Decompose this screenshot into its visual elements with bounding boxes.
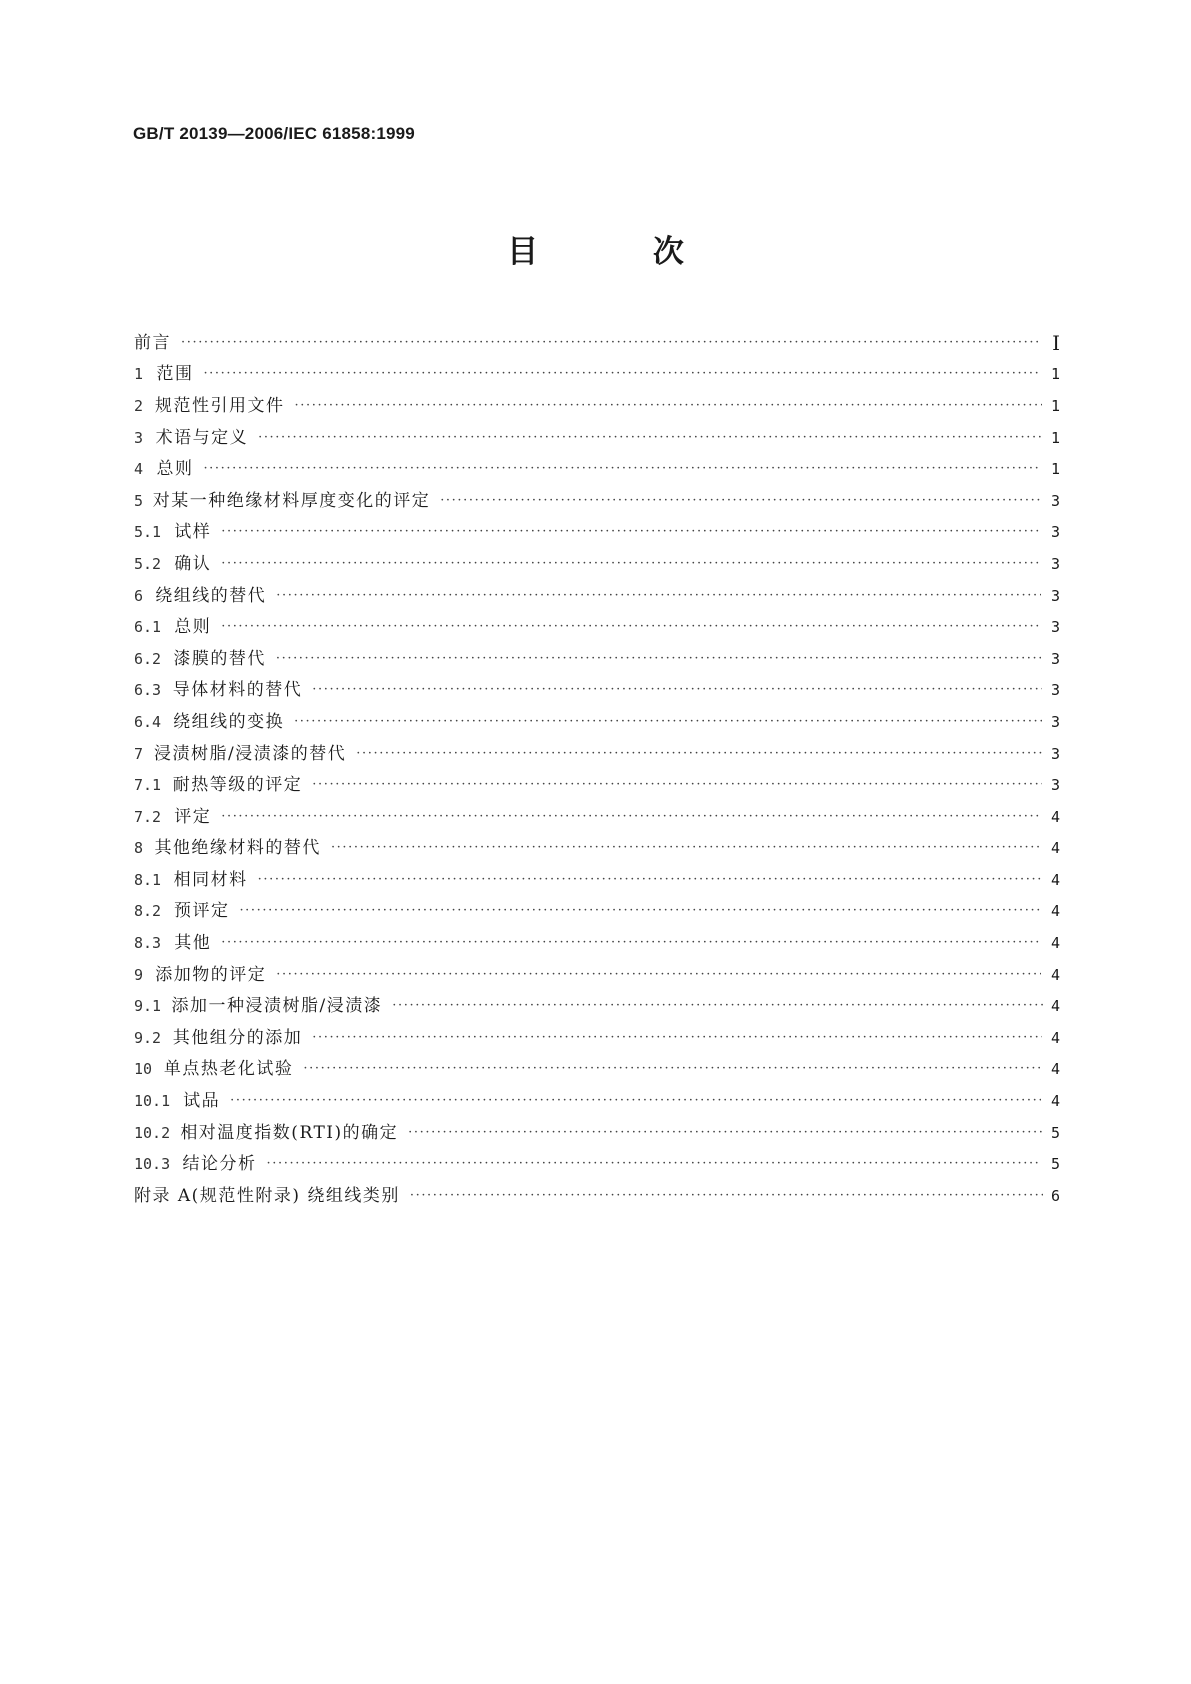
toc-entry-page: 3 (1050, 618, 1060, 637)
toc-leader-dots (276, 649, 1041, 669)
toc-entry-number: 10.1 (134, 1092, 171, 1111)
toc-entry-label: 试样 (174, 522, 212, 543)
toc-entry-number: 4 (134, 460, 144, 479)
toc-entry-number: 7 (134, 744, 144, 763)
toc-entry-number: 8.1 (134, 870, 162, 889)
toc-entry-label: 绕组线的变换 (173, 711, 285, 732)
toc-entry-7-2[interactable] (134, 801, 1060, 833)
toc-leader-dots (312, 775, 1041, 795)
toc-entry-label: 耐热等级的评定 (172, 775, 303, 796)
toc-entry-1[interactable] (134, 359, 1060, 391)
toc-entry-page: 4 (1050, 807, 1060, 826)
toc-entry-number: 6.3 (134, 681, 162, 700)
toc-entry-page: 3 (1050, 586, 1060, 605)
toc-entry-8-3[interactable] (134, 927, 1060, 959)
toc-entry-page: 5 (1050, 1155, 1060, 1174)
toc-entry-6[interactable] (134, 580, 1060, 612)
toc-entry-number: 5.2 (134, 554, 162, 573)
toc-entry-label: 添加物的评定 (155, 964, 267, 985)
toc-entry-10[interactable] (134, 1054, 1060, 1086)
toc-entry-2[interactable] (134, 390, 1060, 422)
toc-entry-page: 3 (1050, 649, 1061, 668)
toc-entry-10-1[interactable] (134, 1085, 1060, 1117)
toc-leader-dots (294, 712, 1041, 732)
toc-entry-3[interactable] (134, 422, 1060, 454)
standard-number: GB/T 20139—2006/IEC 61858:1999 (133, 124, 415, 143)
toc-entry-label: 术语与定义 (155, 427, 249, 448)
toc-entry-label: 其他组分的添加 (172, 1027, 303, 1048)
page-title: 目 次 (507, 234, 736, 270)
toc-entry-number: 10.3 (134, 1155, 171, 1174)
toc-entry-label: 相对温度指数(RTI)的确定 (180, 1122, 399, 1143)
toc-entry-number: 9.1 (134, 997, 162, 1016)
toc-entry-label: 单点热老化试验 (163, 1059, 294, 1080)
toc-entry-number: 10.2 (134, 1123, 171, 1142)
toc-entry-number: 5.1 (134, 523, 162, 542)
toc-entry-page: 3 (1050, 712, 1060, 731)
toc-entry-label: 试品 (183, 1091, 221, 1112)
toc-entry-5-2[interactable] (134, 548, 1060, 580)
toc-entry-8[interactable] (134, 833, 1060, 865)
toc-entry-number: 2 (134, 396, 144, 415)
toc-entry-label: 范围 (156, 364, 194, 385)
toc-entry-7-1[interactable] (134, 769, 1060, 801)
toc-entry-page: 3 (1050, 776, 1060, 795)
toc-entry-page: 1 (1050, 365, 1060, 384)
toc-entry-number: 7.2 (134, 807, 162, 826)
table-of-contents (134, 327, 1060, 1212)
toc-entry-page: 5 (1050, 1123, 1060, 1142)
toc-entry-page: 1 (1050, 428, 1060, 447)
toc-entry-number: 6.1 (134, 618, 162, 637)
toc-leader-dots (295, 396, 1042, 416)
toc-leader-dots (440, 491, 1043, 511)
toc-entry-label: 绕组线的替代 (155, 585, 267, 606)
toc-entry-label: 添加一种浸渍树脂/浸渍漆 (171, 996, 383, 1017)
toc-entry-label: 预评定 (173, 901, 230, 922)
toc-entry-page: I (1052, 330, 1060, 355)
toc-leader-dots (221, 807, 1040, 827)
toc-entry-page: 4 (1050, 1028, 1060, 1047)
toc-entry-8-2[interactable] (134, 896, 1060, 928)
toc-entry-label: 总则 (156, 459, 194, 480)
toc-entry-page: 4 (1050, 839, 1060, 858)
toc-entry-number: 8.3 (134, 934, 162, 953)
toc-entry-label: 其他 (174, 933, 212, 954)
toc-entry-page: 4 (1050, 1060, 1060, 1079)
toc-leader-dots (203, 364, 1040, 384)
toc-entry-page: 3 (1050, 554, 1060, 573)
toc-entry-6-3[interactable] (134, 675, 1060, 707)
toc-entry-9-1[interactable] (134, 990, 1060, 1022)
toc-entry-number: 6.2 (134, 649, 162, 668)
toc-leader-dots (230, 1091, 1041, 1111)
toc-leader-dots (221, 522, 1040, 542)
toc-entry-page: 3 (1050, 744, 1060, 763)
toc-entry-page: 4 (1050, 1092, 1060, 1111)
toc-leader-dots (408, 1123, 1043, 1143)
toc-entry-label: 规范性引用文件 (155, 395, 285, 416)
toc-entry-number: 9.2 (134, 1028, 162, 1047)
toc-entry-9-2[interactable] (134, 1022, 1060, 1054)
toc-entry-number: 7.1 (134, 776, 162, 795)
toc-entry-4[interactable] (134, 453, 1060, 485)
toc-entry-label: 相同材料 (173, 869, 248, 890)
toc-leader-dots (258, 428, 1041, 448)
toc-entry-6-2[interactable] (134, 643, 1060, 675)
toc-entry-6-4[interactable] (134, 706, 1060, 738)
toc-entry-number: 5 (134, 491, 144, 510)
toc-leader-dots (356, 744, 1042, 764)
toc-leader-dots (221, 617, 1040, 637)
toc-entry-5-1[interactable] (134, 517, 1060, 549)
toc-entry-number: 6.4 (134, 712, 162, 731)
toc-entry-label: 漆膜的替代 (173, 648, 266, 669)
toc-entry-label: 结论分析 (182, 1154, 257, 1175)
toc-entry-number: 3 (134, 428, 144, 447)
toc-entry-number: 9 (134, 965, 144, 984)
toc-entry-page: 4 (1050, 870, 1060, 889)
toc-entry-foreword[interactable] (134, 327, 1060, 359)
toc-entry-number: 10 (134, 1060, 153, 1079)
toc-entry-page: 4 (1050, 934, 1060, 953)
toc-entry-number: 8.2 (134, 902, 162, 921)
toc-leader-dots (392, 996, 1043, 1016)
toc-entry-label: 前言 (134, 332, 171, 353)
toc-entry-label: 对某一种绝缘材料厚度变化的评定 (152, 490, 431, 511)
toc-entry-number: 6 (134, 586, 144, 605)
toc-entry-page: 4 (1050, 965, 1060, 984)
toc-entry-label: 评定 (174, 806, 212, 827)
toc-leader-dots (181, 333, 1040, 353)
toc-entry-number: 8 (134, 839, 144, 858)
toc-entry-10-3[interactable] (134, 1148, 1060, 1180)
toc-entry-9[interactable] (134, 959, 1060, 991)
toc-entry-label: 确认 (174, 553, 212, 574)
toc-entry-8-1[interactable] (134, 864, 1060, 896)
toc-leader-dots (276, 965, 1041, 985)
toc-entry-label: 浸渍树脂/浸渍漆的替代 (154, 743, 347, 764)
toc-leader-dots (221, 554, 1040, 574)
toc-leader-dots (410, 1186, 1043, 1206)
toc-entry-page: 4 (1050, 902, 1061, 921)
toc-entry-10-2[interactable] (134, 1117, 1060, 1149)
toc-entry-page: 3 (1050, 491, 1060, 510)
toc-entry-6-1[interactable] (134, 611, 1060, 643)
toc-leader-dots (239, 901, 1040, 921)
toc-entry-page: 1 (1050, 460, 1060, 479)
toc-entry-label: 导体材料的替代 (172, 680, 303, 701)
toc-entry-7[interactable] (134, 738, 1060, 770)
toc-entry-page: 4 (1050, 997, 1060, 1016)
toc-leader-dots (312, 680, 1041, 700)
toc-entry-page: 1 (1050, 396, 1060, 415)
toc-entry-page: 6 (1050, 1186, 1060, 1205)
toc-leader-dots (267, 1154, 1042, 1174)
toc-leader-dots (312, 1028, 1041, 1048)
toc-entry-page: 3 (1050, 523, 1060, 542)
toc-leader-dots (258, 870, 1041, 890)
toc-leader-dots (221, 933, 1040, 953)
toc-leader-dots (276, 586, 1041, 606)
toc-entry-label: 总则 (174, 617, 212, 638)
toc-entry-page: 3 (1050, 681, 1060, 700)
toc-entry-5[interactable] (134, 485, 1060, 517)
toc-leader-dots (331, 838, 1042, 858)
toc-entry-annex-a[interactable] (134, 1180, 1060, 1212)
toc-entry-label: 附录 A(规范性附录) 绕组线类别 (134, 1185, 400, 1206)
toc-leader-dots (303, 1059, 1041, 1079)
toc-entry-label: 其他绝缘材料的替代 (154, 838, 321, 859)
toc-leader-dots (203, 459, 1040, 479)
toc-entry-number: 1 (134, 365, 144, 384)
